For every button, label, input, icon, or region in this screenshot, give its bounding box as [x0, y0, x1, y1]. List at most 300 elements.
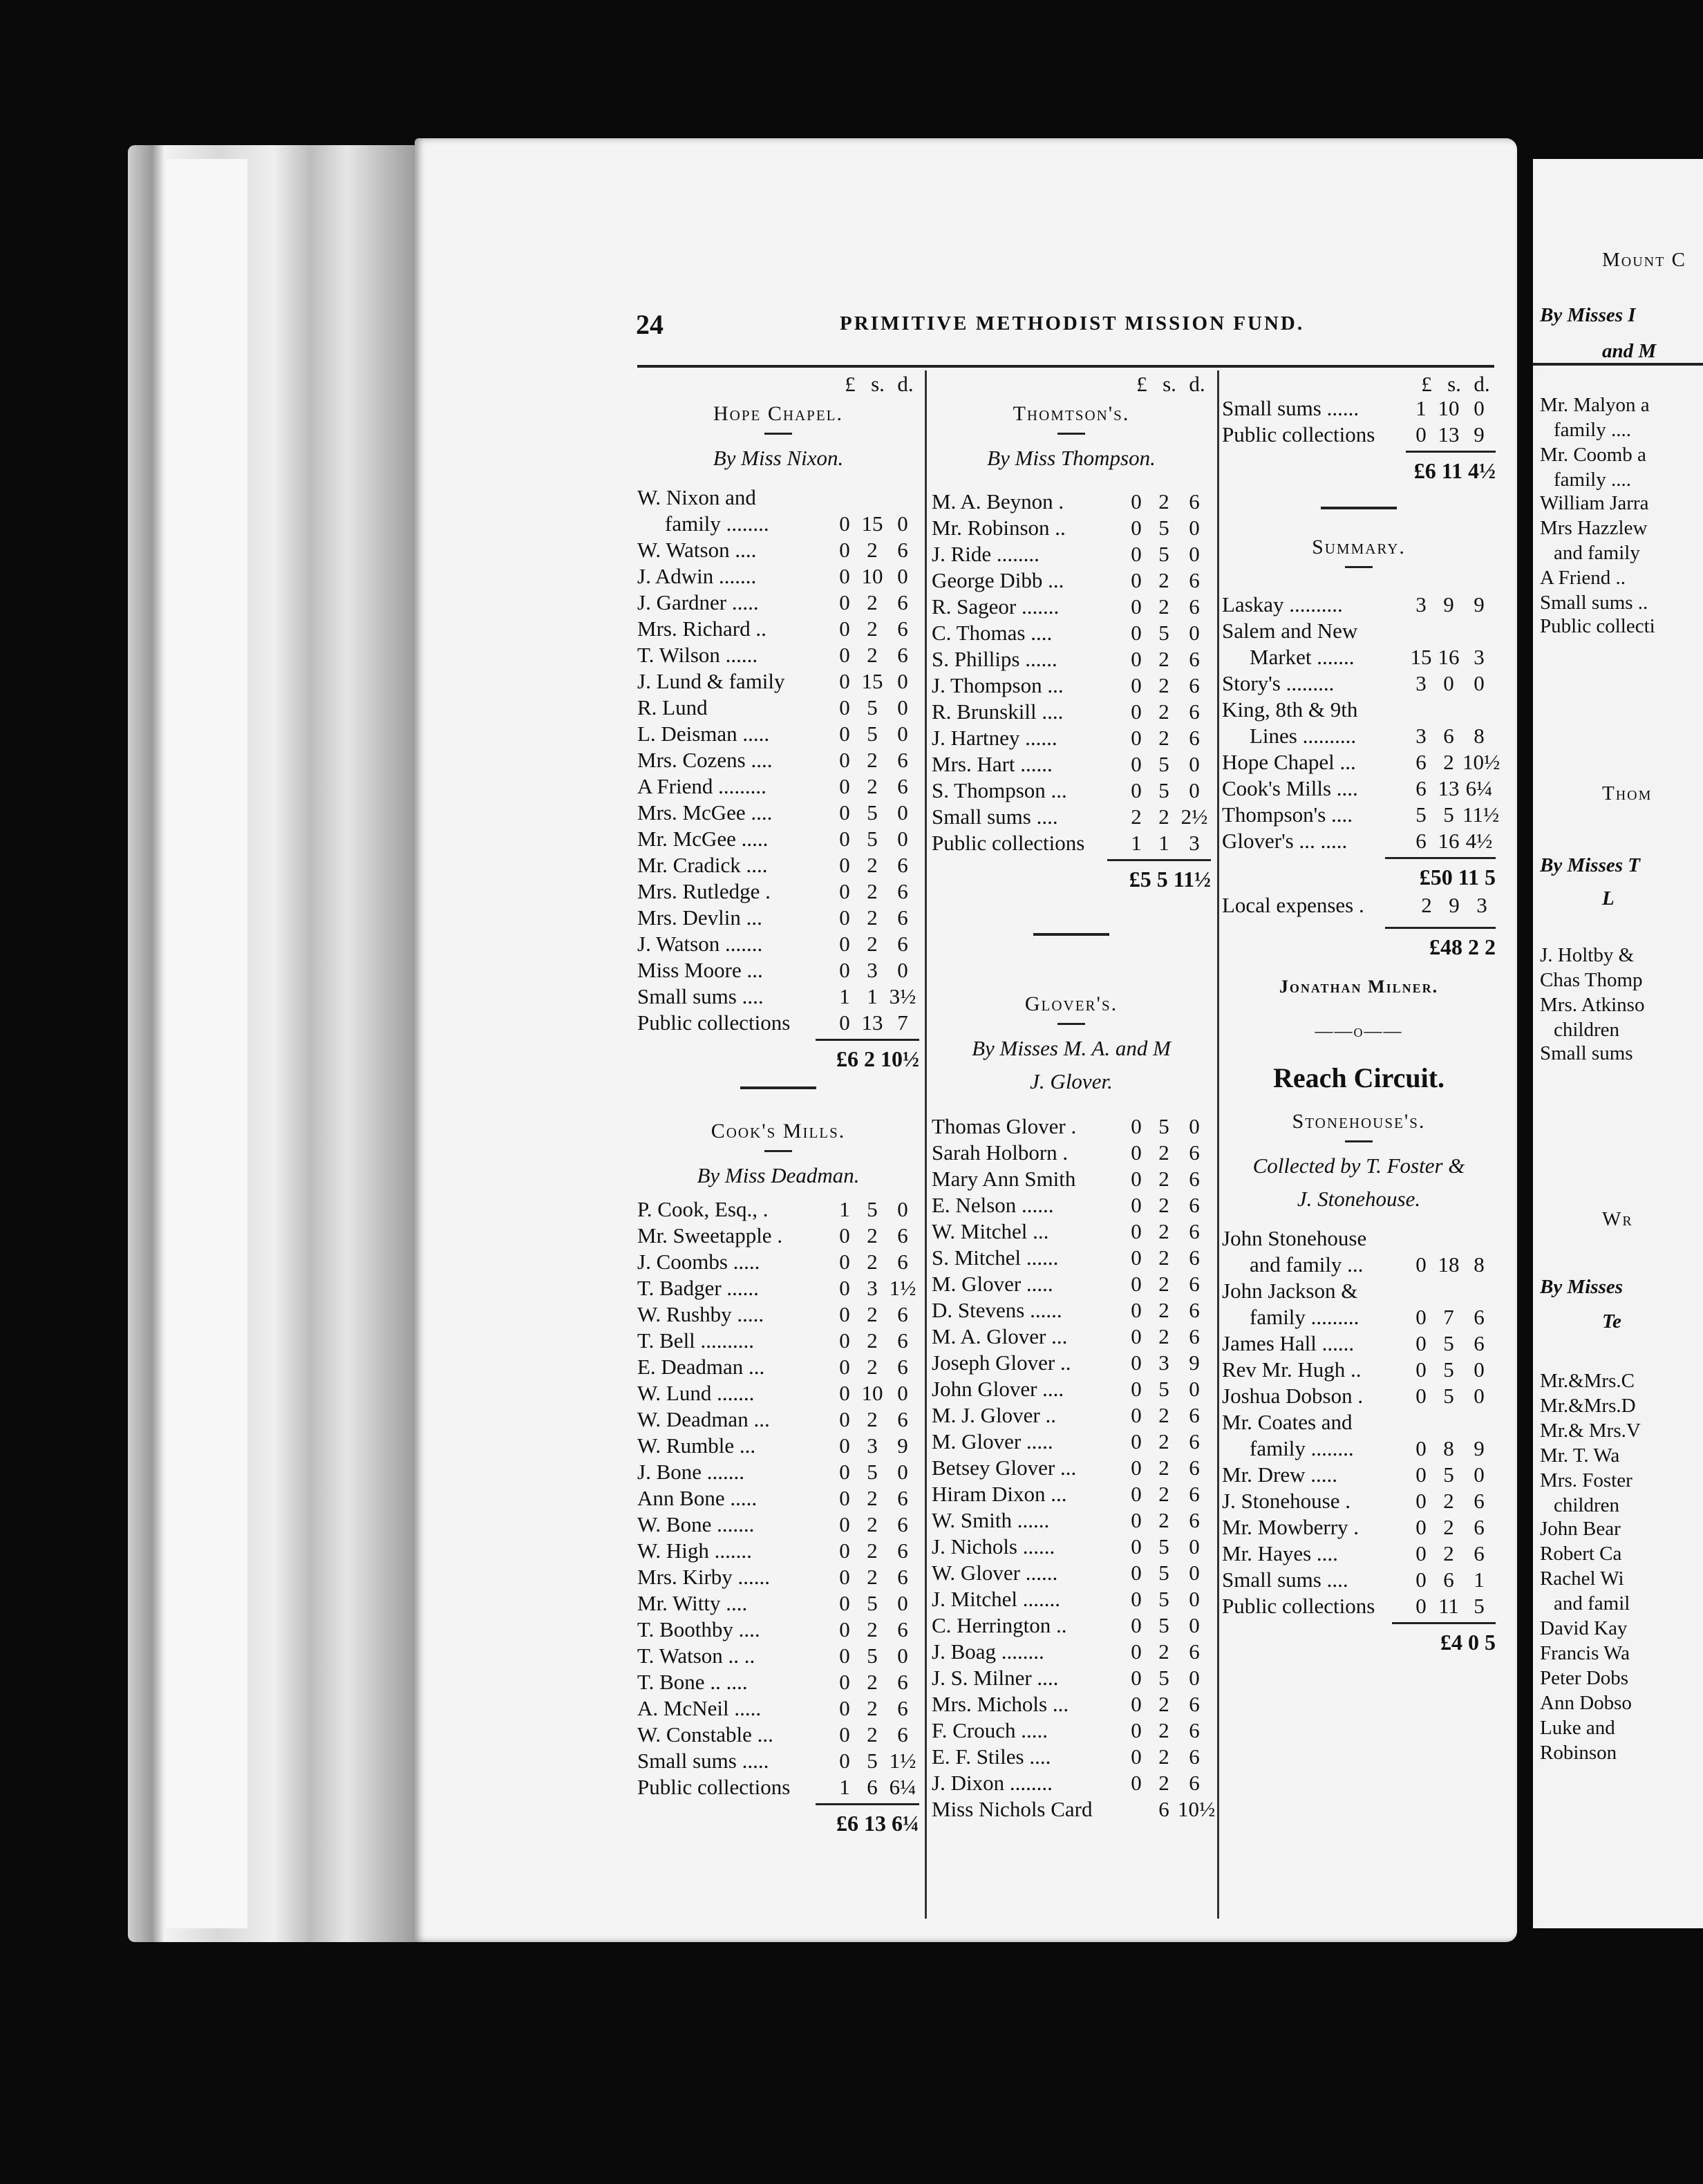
entry-pence: 3 — [1189, 831, 1200, 855]
ledger-row — [637, 1669, 919, 1695]
ledger-row — [932, 1560, 1211, 1586]
entry-name: Public collections — [1222, 422, 1375, 446]
entry-name: J. Nichols ...... — [932, 1534, 1055, 1559]
money-heading — [637, 372, 919, 399]
entry-shillings: 2 — [867, 616, 878, 641]
entry-shillings: 2 — [867, 1223, 878, 1248]
entry-pence: 6 — [897, 1407, 908, 1431]
entry-shillings: 3 — [867, 958, 878, 982]
entry-name: M. J. Glover .. — [932, 1403, 1056, 1427]
entry-pence: 6 — [1189, 1692, 1200, 1716]
entry-shillings: 2 — [1158, 1298, 1169, 1322]
shillings-heading: s. — [1447, 372, 1461, 396]
entry-shillings: 5 — [867, 1460, 878, 1484]
entry-shillings: 2 — [867, 853, 878, 877]
entry-pence: 9 — [1474, 1436, 1485, 1460]
entry-pounds: 3 — [1415, 592, 1427, 616]
entry-pounds: 0 — [839, 643, 850, 667]
ledger-row — [637, 537, 919, 563]
entry-pence: 6 — [1474, 1305, 1485, 1329]
entry-shillings: 10 — [1438, 396, 1460, 420]
entry-shillings: 2 — [867, 1250, 878, 1274]
entry-pence: 7 — [897, 1010, 908, 1035]
ledger-row — [637, 931, 919, 957]
entry-shillings: 2 — [1158, 1403, 1169, 1427]
entry-pence: 0 — [1474, 396, 1485, 420]
ledger-row — [1222, 670, 1496, 697]
entry-pence: 9 — [1474, 592, 1485, 616]
ledger-row — [1222, 1409, 1496, 1435]
page-number: 24 — [636, 309, 664, 340]
total-rule — [1385, 857, 1496, 859]
entry-shillings: 2 — [1158, 1324, 1169, 1348]
entry-pence: 6 — [1474, 1515, 1485, 1539]
section-title-hope-chapel: Hope Chapel. — [713, 402, 843, 425]
right-page-line: family .... — [1554, 469, 1631, 491]
cooks-mills-total: £6 13 6¼ — [836, 1811, 919, 1836]
entry-pounds — [831, 484, 858, 511]
entry-name: T. Bell .......... — [637, 1328, 755, 1353]
entry-name: Miss Nichols Card — [932, 1797, 1093, 1821]
entry-pence: 0 — [1474, 1384, 1485, 1408]
entry-pence: 6 — [897, 1538, 908, 1563]
entry-pence: 6 — [1189, 1140, 1200, 1165]
entry-pence: 0 — [897, 1197, 908, 1221]
entry-shillings: 2 — [1158, 726, 1169, 750]
entry-pounds: 0 — [839, 1302, 850, 1326]
entry-pence: 6 — [1189, 1456, 1200, 1480]
entry-pounds: 0 — [839, 1460, 850, 1484]
summary-list — [1222, 592, 1500, 854]
entry-name: T. Badger ...... — [637, 1276, 759, 1300]
ledger-row — [637, 1748, 919, 1774]
ledger-row — [932, 1770, 1211, 1796]
entry-shillings: 5 — [867, 1197, 878, 1221]
entry-pounds: 0 — [1131, 1114, 1142, 1138]
right-page-line: Mr. T. Wa — [1540, 1444, 1620, 1467]
ledger-row — [637, 1223, 919, 1249]
entry-name: W. High ....... — [637, 1538, 752, 1563]
entry-pence: 6 — [897, 590, 908, 614]
ledger-row — [932, 541, 1211, 567]
entry-shillings: 2 — [867, 932, 878, 956]
entry-name: J. S. Milner .... — [932, 1666, 1059, 1690]
entry-pounds: 3 — [1415, 724, 1427, 748]
ledger-row — [637, 826, 919, 852]
entry-pounds: 2 — [1131, 804, 1142, 829]
entry-name: Mrs. Richard .. — [637, 616, 766, 641]
entry-shillings: 6 — [867, 1775, 878, 1799]
ledger-row — [637, 1538, 919, 1564]
entry-shillings: 5 — [1158, 1114, 1169, 1138]
section-dash — [1057, 433, 1085, 435]
entry-shillings — [858, 484, 886, 511]
right-page-line: Mrs Hazzlew — [1540, 517, 1648, 539]
entry-name: J. Dixon ........ — [932, 1771, 1053, 1795]
entry-name: J. Adwin ....... — [637, 564, 757, 588]
circuit-title: Reach Circuit. — [1272, 1062, 1445, 1093]
entry-shillings: 2 — [1158, 699, 1169, 724]
ledger-row — [637, 1301, 919, 1328]
ledger-row — [932, 1271, 1211, 1297]
entry-shillings: 2 — [1158, 1219, 1169, 1243]
entry-name: Thomas Glover . — [932, 1114, 1077, 1138]
entry-pence: 0 — [1474, 1357, 1485, 1382]
top-total: £6 11 4½ — [1413, 458, 1496, 483]
section-title-cooks-mills: Cook's Mills. — [711, 1120, 846, 1142]
entry-pounds: 0 — [1131, 1718, 1142, 1742]
entry-name: Mr. Coates and — [1222, 1410, 1353, 1434]
entry-shillings: 2 — [1158, 647, 1169, 671]
entry-pounds — [1407, 618, 1435, 644]
entry-name: E. F. Stiles .... — [932, 1744, 1051, 1769]
entry-pence: 0 — [1189, 1613, 1200, 1637]
collector-line: By Miss Thompson. — [987, 446, 1156, 470]
entry-pence: 0 — [897, 958, 908, 982]
entry-shillings: 5 — [1158, 621, 1169, 645]
entry-pounds: 0 — [1131, 1771, 1142, 1795]
entry-pence: 6 — [897, 879, 908, 903]
entry-shillings: 1 — [1158, 831, 1169, 855]
entry-name: W. Deadman ... — [637, 1407, 770, 1431]
entry-name: John Glover .... — [932, 1377, 1064, 1401]
right-page-line: Te — [1602, 1310, 1621, 1333]
entry-pence: 6 — [1474, 1541, 1485, 1565]
entry-pounds: 0 — [839, 564, 850, 588]
entry-pence: 0 — [897, 695, 908, 719]
entry-name: Mrs. Kirby ...... — [637, 1565, 771, 1589]
entry-pounds: 0 — [1415, 1305, 1427, 1329]
ledger-row — [637, 1722, 919, 1748]
entry-shillings: 9 — [1449, 893, 1460, 917]
ledger-row — [932, 804, 1211, 830]
ledger-row — [932, 1507, 1211, 1534]
ledger-row — [932, 1324, 1211, 1350]
entry-pounds: 0 — [1415, 1594, 1427, 1618]
ledger-row — [637, 1354, 919, 1380]
ledger-row — [637, 668, 919, 695]
entry-pence — [1462, 618, 1496, 644]
entry-pounds: 0 — [1131, 1350, 1142, 1375]
ledger-row — [637, 590, 919, 616]
entry-pence: 0 — [1189, 542, 1200, 566]
pounds-heading: £ — [1136, 372, 1147, 396]
entry-pounds: 0 — [839, 1010, 850, 1035]
entry-name: S. Phillips ...... — [932, 647, 1057, 671]
ledger-row — [932, 1429, 1211, 1455]
entry-shillings: 2 — [867, 1512, 878, 1536]
entry-name: F. Crouch ..... — [932, 1718, 1048, 1742]
entry-shillings: 10 — [861, 564, 883, 588]
entry-shillings: 5 — [1158, 1666, 1169, 1690]
ledger-row — [637, 1590, 919, 1617]
entry-shillings: 5 — [1443, 1462, 1454, 1487]
collector-line-2: J. Stonehouse. — [1297, 1187, 1421, 1211]
entry-name: Small sums .... — [932, 804, 1058, 829]
entry-pounds: 0 — [1131, 1219, 1142, 1243]
entry-name: Rev Mr. Hugh .. — [1222, 1357, 1362, 1382]
section-separator — [740, 1086, 816, 1089]
entry-pence: 6 — [897, 1670, 908, 1694]
entry-name: T. Watson .. .. — [637, 1644, 755, 1668]
column-3 — [1222, 372, 1500, 1657]
entry-shillings: 6 — [1443, 1568, 1454, 1592]
entry-pounds — [1407, 1409, 1435, 1435]
entry-shillings: 5 — [1158, 542, 1169, 566]
ledger-row — [932, 620, 1211, 646]
entry-shillings: 0 — [1443, 671, 1454, 695]
entry-pounds: 0 — [1415, 1252, 1427, 1277]
entry-pounds: 0 — [1131, 726, 1142, 750]
entry-pounds: 0 — [839, 905, 850, 930]
entry-shillings: 2 — [1158, 673, 1169, 697]
ledger-row — [932, 1586, 1211, 1612]
entry-pounds: 0 — [839, 1722, 850, 1747]
entry-name: Mr. Sweetapple . — [637, 1223, 783, 1248]
entry-pounds: 0 — [1131, 1167, 1142, 1191]
ledger-row — [932, 1612, 1211, 1639]
column-rule-1 — [925, 370, 927, 1919]
entry-pounds: 0 — [1415, 1462, 1427, 1487]
right-page-line: J. Holtby & — [1540, 944, 1635, 966]
entry-name: Mrs. Michols ... — [932, 1692, 1069, 1716]
entry-pence: 6¼ — [889, 1775, 916, 1799]
entry-pence: 3 — [1476, 893, 1487, 917]
ledger-row — [637, 721, 919, 747]
entry-pence: 10½ — [1178, 1797, 1216, 1821]
ledger-row — [932, 1350, 1211, 1376]
entry-shillings: 2 — [867, 1538, 878, 1563]
entry-pence: 1½ — [889, 1749, 916, 1773]
top-rows-list — [1222, 395, 1496, 448]
collector-line: By Misses M. A. and M — [972, 1036, 1171, 1060]
ledger-row — [637, 511, 919, 537]
entry-pence: 6 — [897, 1722, 908, 1747]
ledger-row — [932, 1455, 1211, 1481]
entry-pence: 0 — [897, 1381, 908, 1405]
entry-pounds: 0 — [1131, 1587, 1142, 1611]
entry-name: Story's ......... — [1222, 671, 1335, 695]
entry-shillings: 2 — [867, 590, 878, 614]
entry-name: W. Smith ...... — [932, 1508, 1050, 1532]
entry-shillings: 2 — [867, 1617, 878, 1641]
entry-pence: 6 — [897, 1223, 908, 1248]
entry-pence: 0 — [1189, 1114, 1200, 1138]
entry-name: and family ... — [1250, 1252, 1364, 1277]
entry-name: Small sums ...... — [1222, 396, 1359, 420]
entry-pounds: 0 — [839, 853, 850, 877]
shillings-heading: s. — [871, 372, 885, 396]
entry-shillings: 5 — [1158, 1561, 1169, 1585]
entry-pounds: 0 — [839, 1355, 850, 1379]
ledger-row — [1222, 828, 1496, 854]
entry-pence: 0 — [1474, 671, 1485, 695]
entry-shillings: 16 — [1438, 645, 1460, 669]
entry-pounds — [1407, 1278, 1435, 1304]
entry-pounds: 0 — [1415, 1357, 1427, 1382]
entry-pence: 5 — [1474, 1594, 1485, 1618]
entry-pence: 0 — [897, 1644, 908, 1668]
entry-shillings: 2 — [867, 643, 878, 667]
entry-pounds: 0 — [1131, 1377, 1142, 1401]
entry-shillings: 5 — [1158, 1534, 1169, 1559]
ledger-row — [637, 563, 919, 590]
entry-pence: 0 — [1189, 778, 1200, 802]
right-page-line: Mount C — [1602, 249, 1686, 271]
entry-pounds: 1 — [839, 1197, 850, 1221]
entry-pounds — [1407, 697, 1435, 723]
ledger-row — [932, 1297, 1211, 1324]
running-title: PRIMITIVE METHODIST MISSION FUND. — [840, 312, 1305, 335]
entry-pounds: 0 — [1131, 1666, 1142, 1690]
entry-name: D. Stevens ...... — [932, 1298, 1062, 1322]
entry-pence: 6 — [897, 1565, 908, 1589]
entry-shillings: 2 — [867, 538, 878, 562]
entry-name: John Jackson & — [1222, 1279, 1358, 1303]
entry-shillings: 6 — [1158, 1797, 1169, 1821]
ledger-row — [1222, 1357, 1496, 1383]
entry-shillings: 2 — [1158, 1193, 1169, 1217]
entry-pence: 3½ — [889, 984, 916, 1008]
entry-name: M. Glover ..... — [932, 1429, 1053, 1453]
ledger-row — [932, 567, 1211, 594]
entry-name: Lines .......... — [1250, 724, 1357, 748]
hope-chapel-list — [637, 484, 919, 1036]
entry-shillings: 5 — [1158, 1587, 1169, 1611]
entry-shillings: 5 — [867, 827, 878, 851]
page-header — [636, 308, 1493, 343]
entry-shillings: 3 — [867, 1276, 878, 1300]
ledger-row — [932, 1744, 1211, 1770]
entry-name: J. Watson ....... — [637, 932, 763, 956]
entry-name: Public collections — [637, 1775, 791, 1799]
entry-name: Cook's Mills .... — [1222, 776, 1358, 800]
entry-pence: 6 — [1474, 1331, 1485, 1355]
entry-pence: 6 — [1189, 1482, 1200, 1506]
entry-pounds: 0 — [839, 1512, 850, 1536]
ledger-row — [637, 1564, 919, 1590]
ledger-row — [637, 1010, 919, 1036]
entry-name: Mrs. Cozens .... — [637, 748, 773, 772]
right-page-line: A Friend .. — [1540, 567, 1626, 589]
entry-name: J. Coombs ..... — [637, 1250, 760, 1274]
entry-name: Mr. Witty .... — [637, 1591, 748, 1615]
entry-shillings: 2 — [867, 748, 878, 772]
right-page-line: Mr.&Mrs.D — [1540, 1395, 1636, 1417]
entry-shillings: 13 — [861, 1010, 883, 1035]
ledger-row — [932, 489, 1211, 515]
entry-pence: 6 — [1189, 1193, 1200, 1217]
entry-pence: 0 — [1189, 1587, 1200, 1611]
entry-name: Mr. Cradick .... — [637, 853, 768, 877]
right-page-line: Luke and — [1540, 1717, 1615, 1739]
section-dash — [764, 1150, 792, 1152]
entry-name: M. A. Beynon . — [932, 489, 1064, 514]
entry-pounds: 0 — [1131, 1744, 1142, 1769]
ledger-row — [932, 515, 1211, 541]
entry-pence: 3 — [1474, 645, 1485, 669]
ledger-row — [637, 800, 919, 826]
right-page-line: Mrs. Atkinso — [1540, 994, 1645, 1016]
right-page-line: Robert Ca — [1540, 1543, 1622, 1565]
pence-heading: d. — [1189, 372, 1205, 396]
right-page-line: Mr.& Mrs.V — [1540, 1420, 1641, 1442]
entry-pounds: 0 — [839, 1538, 850, 1563]
entry-shillings: 16 — [1438, 829, 1460, 853]
entry-pence: 0 — [1474, 1462, 1485, 1487]
entry-pence: 0 — [897, 1460, 908, 1484]
total-rule — [1392, 1622, 1496, 1624]
entry-shillings: 2 — [1158, 594, 1169, 619]
entry-pence: 6 — [897, 1486, 908, 1510]
right-page-line: Rachel Wi — [1540, 1568, 1624, 1590]
entry-pence: 6 — [1189, 1744, 1200, 1769]
ledger-row — [932, 1665, 1211, 1691]
entry-pounds: 0 — [839, 827, 850, 851]
right-page-line: Public collecti — [1540, 615, 1655, 637]
entry-name: Public collections — [1222, 1594, 1375, 1618]
entry-name: W. Constable ... — [637, 1722, 773, 1747]
entry-pounds: 0 — [839, 616, 850, 641]
ornament-divider: ——o—— — [1315, 1021, 1403, 1041]
entry-pounds: 0 — [1131, 1403, 1142, 1427]
ledger-row — [637, 642, 919, 668]
ledger-row — [637, 1617, 919, 1643]
entry-shillings: 3 — [867, 1433, 878, 1458]
entry-pence: 6 — [1474, 1489, 1485, 1513]
entry-pounds: 0 — [839, 669, 850, 693]
ledger-row — [932, 646, 1211, 672]
entry-pence: 9 — [1189, 1350, 1200, 1375]
entry-pounds: 0 — [839, 722, 850, 746]
entry-pence: 6 — [1189, 673, 1200, 697]
entry-pence: 9 — [1474, 422, 1485, 446]
entry-shillings: 8 — [1443, 1436, 1454, 1460]
entry-pence — [886, 484, 919, 511]
entry-pence — [1462, 697, 1496, 723]
entry-pence: 6 — [897, 932, 908, 956]
ledger-row — [637, 852, 919, 878]
ledger-row — [932, 751, 1211, 778]
entry-name: Mr. Drew ..... — [1222, 1462, 1338, 1487]
entry-pounds — [1122, 1796, 1150, 1823]
entry-pounds: 0 — [839, 1670, 850, 1694]
entry-pounds: 0 — [839, 1644, 850, 1668]
entry-pence: 1½ — [889, 1276, 916, 1300]
entry-name: Small sums ..... — [637, 1749, 769, 1773]
ledger-row — [1222, 775, 1496, 802]
entry-shillings: 2 — [1158, 1692, 1169, 1716]
ledger-row — [932, 1245, 1211, 1271]
right-page-line: Wr — [1602, 1208, 1633, 1230]
entry-name: M. A. Glover ... — [932, 1324, 1068, 1348]
entry-pence: 6 — [897, 1617, 908, 1641]
ledger-row — [1222, 1593, 1496, 1619]
entry-pence: 6 — [897, 1302, 908, 1326]
entry-pence: 6 — [1189, 1167, 1200, 1191]
ledger-row — [932, 1534, 1211, 1560]
ledger-row — [637, 1328, 919, 1354]
entry-name: J. Boag ........ — [932, 1639, 1044, 1664]
column-2 — [932, 372, 1216, 1823]
entry-pounds: 0 — [1131, 516, 1142, 540]
entry-name: Mrs. McGee .... — [637, 800, 773, 825]
total-rule — [816, 1039, 919, 1041]
right-page-rule — [1533, 363, 1703, 366]
ledger-row — [1222, 1541, 1496, 1567]
entry-shillings: 5 — [1443, 1331, 1454, 1355]
ledger-row — [932, 1691, 1211, 1717]
